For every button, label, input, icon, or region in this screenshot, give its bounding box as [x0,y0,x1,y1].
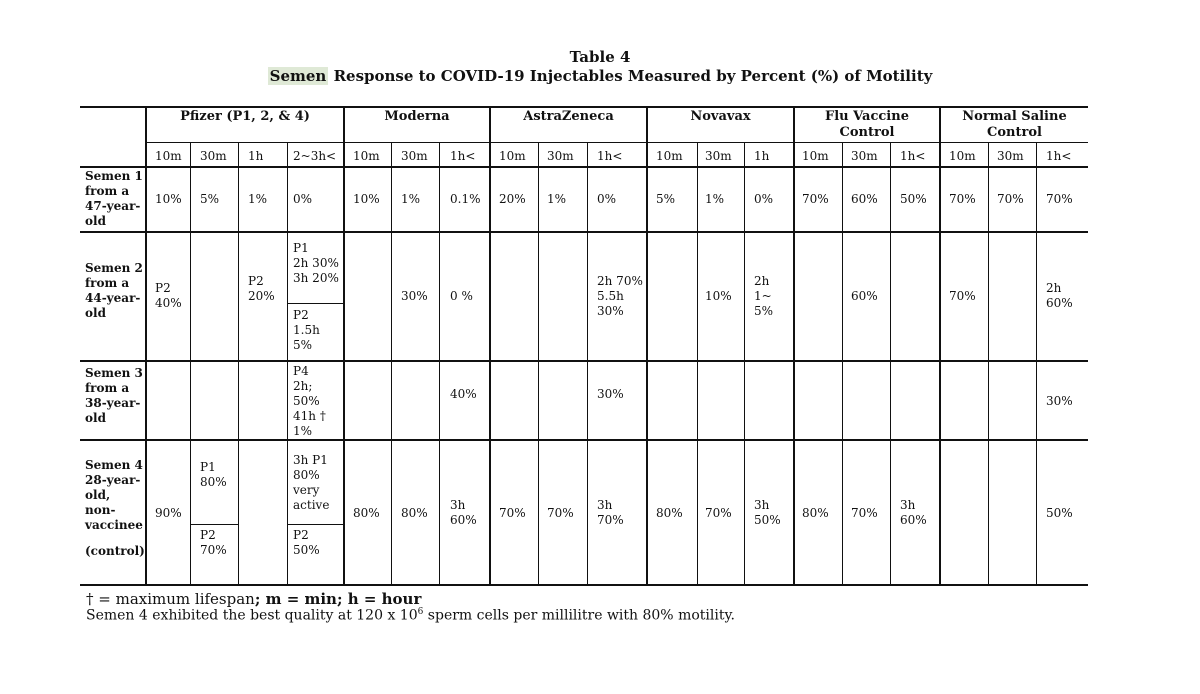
table-title [0,67,1200,85]
vline-sub [439,142,440,586]
vline-pfizer-end [343,106,345,586]
vline-sub [988,142,989,586]
subheader: 1h [248,149,264,163]
subheader: 1h< [450,149,476,163]
summary-pre: Semen 4 exhibited the best quality at 120 x 10 [86,607,418,624]
vline-sub [587,142,588,586]
subheader: 30m [200,149,227,163]
table-cell: 3h 60% [450,498,477,527]
dagger-note: † = maximum lifespan [86,590,255,608]
table-cell: P4 2h; 50% 41h † 1% [293,364,326,438]
table-cell: 80% [353,506,380,520]
subheader: 2~3h< [293,149,337,163]
table-cell: 70% [802,192,829,206]
table-cell: 0.1% [450,192,481,206]
table-cell: 5% [656,192,676,206]
vline-sub [1036,142,1037,586]
table-cell: 80% [656,506,683,520]
rule-row1-bottom [80,231,1088,233]
table-cell: 70% [949,289,976,303]
footnote-legend [86,590,421,608]
table-cell: 80% [401,506,428,520]
subheader: 10m [802,149,829,163]
subheader: 30m [705,149,732,163]
subheader: 30m [997,149,1024,163]
group-header-novavax: Novavax [690,109,751,124]
table-cell: 1% [547,192,567,206]
vline-sub [842,142,843,586]
table-cell: 10% [353,192,380,206]
rule-row2-bottom [80,360,1088,362]
table-number: Table 4 [569,48,631,66]
vline-sub [238,142,239,586]
subheader: 1h< [597,149,623,163]
table-cell-split: P2 70% [200,528,227,557]
row-label-control: (control) [85,544,145,558]
summary-post: sperm cells per millilitre with 80% motility. [423,607,735,624]
units-note: ; m = min; h = hour [254,590,422,608]
subheader: 1h< [900,149,926,163]
rule-bottom [80,584,1088,586]
vline-sub [391,142,392,586]
subheader: 10m [949,149,976,163]
table-cell: 0 % [450,289,473,303]
subheader: 10m [155,149,182,163]
row-label: Semen 4 28-year- old, non- vaccinee [85,458,143,532]
table-cell: 80% [802,506,829,520]
subheader: 30m [401,149,428,163]
table-cell: P1 80% [200,460,227,489]
group-header-astrazeneca: AstraZeneca [523,109,614,124]
table-cell: 1% [705,192,725,206]
subheader: 30m [547,149,574,163]
table-cell: P1 2h 30% 3h 20% [293,241,339,285]
subheader: 10m [499,149,526,163]
vline-novavax-end [793,106,795,586]
vline-label [145,106,147,586]
vline-sub [890,142,891,586]
split-row2-col4 [287,303,344,304]
table-cell: 70% [1046,192,1073,206]
group-header-pfizer: Pfizer (P1, 2, & 4) [180,109,310,124]
table-cell: 50% [900,192,927,206]
vline-sub [744,142,745,586]
table-cell: 30% [597,387,624,401]
subheader: 1h [754,149,770,163]
table-cell-split: P2 50% [293,528,320,557]
table-cell: 10% [155,192,182,206]
table-cell: 70% [547,506,574,520]
split-row4-col2 [190,524,238,525]
table-cell: 3h P1 80% very active [293,453,330,512]
row-label: Semen 3 from a 38-year- old [85,366,143,425]
vline-astrazeneca-end [646,106,648,586]
table-cell: 70% [499,506,526,520]
table-cell: P2 20% [248,274,275,303]
rule-top [80,106,1088,108]
table-cell: 0% [293,192,313,206]
table-cell: 90% [155,506,182,520]
split-row4-col4 [287,524,344,525]
table-cell: 60% [851,192,878,206]
table-cell: 20% [499,192,526,206]
subheader: 10m [353,149,380,163]
table-cell: 1% [248,192,268,206]
group-header-moderna: Moderna [384,109,450,124]
table-title-rest: Response to COVID-19 Injectables Measured by Percent (%) of Motility [328,67,933,85]
table-cell: 2h 1~ 5% [754,274,774,318]
table-cell: 60% [851,289,878,303]
table-cell: 50% [1046,506,1073,520]
vline-moderna-end [489,106,491,586]
table-cell: 70% [997,192,1024,206]
rule-header-bottom [80,166,1088,168]
subheader: 30m [851,149,878,163]
row-label: Semen 2 from a 44-year- old [85,261,143,320]
vline-sub [538,142,539,586]
row-label: Semen 1 from a 47-year- old [85,169,143,228]
group-header-flu-control: Flu Vaccine Control [825,109,909,140]
table-cell: 40% [450,387,477,401]
table-cell: 10% [705,289,732,303]
table-cell: 0% [754,192,774,206]
table-cell: 70% [851,506,878,520]
group-header-saline-control: Normal Saline Control [962,109,1067,140]
highlighted-word: Semen [269,67,327,85]
table-cell: 70% [949,192,976,206]
table-cell: 3h 50% [754,498,781,527]
vline-flu-end [939,106,941,586]
table-cell-split: P2 1.5h 5% [293,308,320,352]
vline-sub [697,142,698,586]
table-cell: 3h 60% [900,498,927,527]
table-cell: 30% [401,289,428,303]
table-cell: 30% [1046,394,1073,408]
summary-exponent: 6 [417,607,424,617]
table-cell: 0% [597,192,617,206]
footnote-summary [86,607,735,624]
motility-table [80,106,1088,586]
table-cell: 2h 60% [1046,281,1073,310]
rule-row3-bottom [80,439,1088,441]
vline-sub [190,142,191,586]
table-cell: 1% [401,192,421,206]
table-cell: 2h 70% 5.5h 30% [597,274,643,318]
vline-sub [287,142,288,586]
table-cell: 5% [200,192,220,206]
subheader: 10m [656,149,683,163]
table-cell: P2 40% [155,281,182,310]
subheader: 1h< [1046,149,1072,163]
table-cell: 70% [705,506,732,520]
table-cell: 3h 70% [597,498,624,527]
